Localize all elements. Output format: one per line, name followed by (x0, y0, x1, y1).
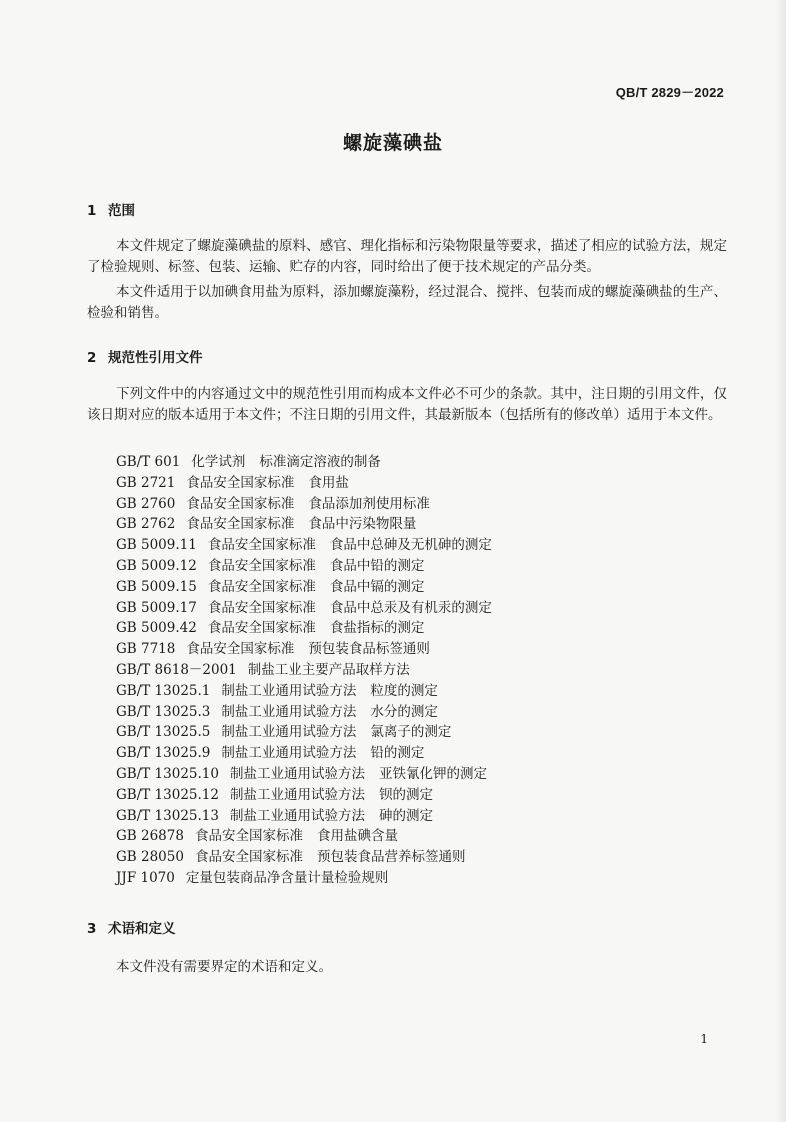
reference-code: GB 2762 (116, 516, 176, 533)
section-heading-terms (87, 917, 176, 937)
reference-item (116, 494, 492, 515)
reference-code: GB/T 13025.12 (116, 786, 219, 803)
reference-code: GB 5009.12 (116, 557, 197, 574)
reference-item (116, 722, 492, 743)
section-title: 术语和定义 (108, 921, 176, 937)
reference-title-part: 预包装食品营养标签通则 (316, 849, 466, 866)
reference-title-part: 食用盐 (308, 474, 349, 491)
reference-code: GB 5009.15 (116, 578, 197, 595)
reference-title-part: 制盐工业通用试验方法 (229, 786, 365, 803)
reference-title-part: 钡的测定 (378, 786, 433, 803)
reference-code: GB 5009.42 (116, 620, 197, 637)
section-heading-normative-references (87, 346, 203, 366)
reference-title-part: 标准滴定溶液的制备 (259, 454, 381, 470)
standard-code: QB/T 2829－2022 (615, 85, 724, 100)
reference-code: GB 5009.11 (116, 537, 197, 554)
reference-title-part: 食盐指标的测定 (329, 620, 425, 637)
reference-code: GB 2760 (116, 495, 176, 512)
scope-paragraph-1: 本文件规定了螺旋藻碘盐的原料、感官、理化指标和污染物限量等要求，描述了相应的试验方法，规定了检验规则、标签、包装、运输、贮存的内容，同时给出了便于技术规定的产品分类。 (87, 238, 727, 275)
reference-item (116, 535, 492, 556)
reference-item (116, 785, 492, 806)
reference-code: GB 5009.17 (116, 599, 197, 616)
reference-title-part: 食品添加剂使用标准 (308, 495, 430, 512)
reference-item (116, 847, 492, 868)
reference-title-part: 食品安全国家标准 (207, 620, 316, 637)
section-number: 1 (87, 203, 97, 219)
reference-item (116, 702, 492, 723)
references-intro-paragraph: 下列文件中的内容通过文中的规范性引用而构成本文件必不可少的条款。其中，注日期的引用文件，仅该日期对应的版本适用于本文件；不注日期的引用文件，其最新版本（包括所有的修改单）适用于本文件。 (87, 386, 727, 423)
reference-code: GB 7718 (116, 641, 176, 658)
reference-item (116, 639, 492, 660)
page-number: 1 (700, 1032, 708, 1046)
reference-code: GB/T 13025.13 (116, 807, 219, 824)
reference-item (116, 577, 492, 598)
reference-title-part: 食品安全国家标准 (186, 516, 295, 533)
reference-code: GB 26878 (116, 828, 184, 845)
reference-title-part: 食品安全国家标准 (194, 828, 303, 845)
reference-title-part: 食品安全国家标准 (186, 474, 295, 491)
reference-code: GB/T 13025.10 (116, 765, 219, 782)
reference-code: GB/T 13025.1 (116, 682, 211, 699)
section-title: 范围 (108, 203, 135, 219)
reference-code: GB/T 13025.9 (116, 745, 211, 762)
reference-item (116, 618, 492, 639)
reference-item (116, 452, 492, 473)
reference-list (116, 452, 492, 889)
reference-code: JJF 1070 (116, 869, 175, 886)
reference-item (116, 660, 492, 681)
reference-title-part: 食品安全国家标准 (207, 537, 316, 554)
reference-title-part: 氯离子的测定 (370, 724, 452, 741)
reference-item (116, 806, 492, 827)
reference-code: GB/T 601 (116, 454, 181, 470)
section-number: 2 (87, 350, 97, 366)
reference-title-part: 食品安全国家标准 (186, 495, 295, 512)
scan-edge-shadow (776, 0, 786, 1122)
reference-item (116, 473, 492, 494)
reference-item (116, 598, 492, 619)
reference-title-part: 制盐工业通用试验方法 (229, 765, 365, 782)
reference-title-part: 亚铁氰化钾的测定 (378, 765, 487, 782)
reference-item (116, 514, 492, 535)
reference-title-part: 制盐工业通用试验方法 (229, 807, 365, 824)
reference-title-part: 预包装食品标签通则 (308, 641, 430, 658)
reference-title-part: 定量包装商品净含量计量检验规则 (185, 869, 389, 886)
reference-item (116, 556, 492, 577)
reference-title-part: 食品中总汞及有机汞的测定 (329, 599, 492, 616)
reference-code: GB 2721 (116, 474, 176, 491)
reference-title-part: 制盐工业通用试验方法 (221, 703, 357, 720)
reference-code: GB 28050 (116, 849, 184, 866)
section-number: 3 (87, 921, 97, 937)
reference-title-part: 食品安全国家标准 (207, 578, 316, 595)
document-title: 螺旋藻碘盐 (342, 132, 443, 154)
reference-title-part: 食品中总砷及无机砷的测定 (329, 537, 492, 554)
reference-title-part: 粒度的测定 (370, 682, 438, 699)
reference-title-part: 食品安全国家标准 (207, 557, 316, 574)
reference-title-part: 制盐工业通用试验方法 (221, 682, 357, 699)
scope-paragraph-2: 本文件适用于以加碘食用盐为原料，添加螺旋藻粉，经过混合、搅拌、包装而成的螺旋藻碘盐的生产、检验和销售。 (87, 284, 727, 321)
reference-title-part: 食品安全国家标准 (194, 849, 303, 866)
reference-title-part: 食品中镉的测定 (329, 578, 425, 595)
reference-item (116, 681, 492, 702)
reference-code: GB/T 13025.3 (116, 703, 211, 720)
section-title: 规范性引用文件 (108, 350, 203, 366)
reference-title-part: 食品安全国家标准 (207, 599, 316, 616)
reference-title-part: 食用盐碘含量 (316, 828, 398, 845)
reference-title-part: 砷的测定 (378, 807, 433, 824)
reference-item (116, 743, 492, 764)
reference-code: GB/T 8618－2001 (116, 661, 237, 678)
reference-title-part: 食品中污染物限量 (308, 516, 417, 533)
terms-paragraph: 本文件没有需要界定的术语和定义。 (116, 959, 332, 975)
reference-title-part: 食品中铅的测定 (329, 557, 425, 574)
section-heading-scope (87, 199, 135, 219)
reference-item (116, 868, 492, 889)
reference-title-part: 制盐工业通用试验方法 (221, 724, 357, 741)
reference-code: GB/T 13025.5 (116, 724, 211, 741)
reference-title-part: 化学试剂 (191, 454, 246, 470)
reference-title-part: 制盐工业通用试验方法 (221, 745, 357, 762)
reference-title-part: 食品安全国家标准 (186, 641, 295, 658)
reference-item (116, 826, 492, 847)
reference-title-part: 铅的测定 (370, 745, 425, 762)
reference-title-part: 制盐工业主要产品取样方法 (247, 661, 410, 678)
reference-item (116, 764, 492, 785)
reference-title-part: 水分的测定 (370, 703, 438, 720)
